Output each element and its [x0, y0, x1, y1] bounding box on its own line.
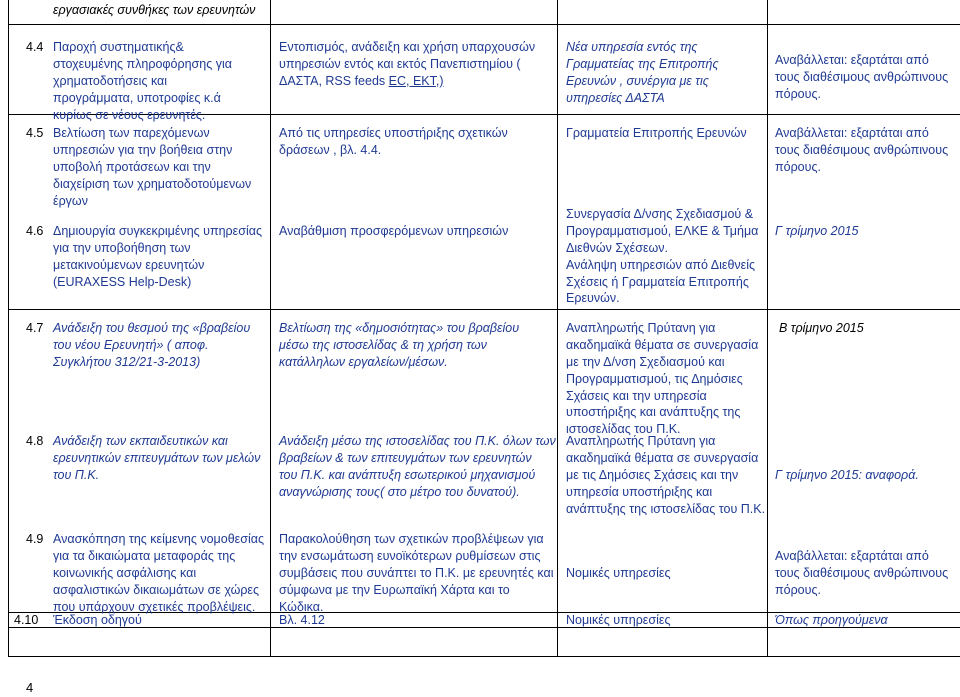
responsible-cell: Νομικές υπηρεσίες	[566, 566, 671, 580]
row-number: 4.5	[26, 126, 44, 140]
column-divider	[557, 0, 558, 657]
column-divider	[270, 0, 271, 657]
objective-cell: Ανάδειξη του θεσμού της «βραβείου του νέου Ερευνητή» ( αποφ. Συγκλήτου 312/21-3-2013)	[53, 321, 251, 369]
action-cell: Βελτίωση της «δημοσιότητας» του βραβείου μέσω της ιστοσελίδας & τη χρήση των κατάλληλων εργαλείων/μέσων.	[279, 321, 520, 369]
responsible-cell: Αναπληρωτής Πρύτανη για ακαδημαϊκά θέματα σε συνεργασία με την Δ/νση Σχεδιασμού και Προγραμματισμού, τις Δημόσιες Σχάσεις και την υπηρεσία υποστήριξης και ανάπτυξης της ιστοσελίδας του Π.Κ.	[566, 321, 759, 437]
row-number: 4.8	[26, 434, 44, 448]
objective-cell: Βελτίωση των παρεχόμενων υπηρεσιών για την βοήθεια στην υποβολή προτάσεων και την διαχείριση των χρηματοδοτούμενων έργων	[53, 126, 252, 208]
row-number: 4.7	[26, 321, 44, 335]
timeline-cell: Γ τρίμηνο 2015: αναφορά.	[775, 468, 919, 482]
continued-text: εργασιακές συνθήκες των ερευνητών	[53, 3, 256, 17]
page-number: 4	[26, 680, 34, 695]
action-cell: Ανάδειξη μέσω της ιστοσελίδας του Π.Κ. όλων των βραβείων & των επιτευγμάτων των ερευνητών του Π.Κ. και ανάπτυξη εσωτερικού μηχανισμού αναγνώρισης τους( στο μέτρο του δυνατού).	[279, 434, 556, 499]
action-cell: Από τις υπηρεσίες υποστήριξης σχετικών δράσεων , βλ. 4.4.	[279, 126, 508, 157]
row-number: 4.6	[26, 224, 44, 238]
action-cell: Παρακολούθηση των σχετικών προβλέψεων για την ενσωμάτωση ευνοϊκότερων ρυθμίσεων στις συμβάσεις που συνάπτει το Π.Κ. με ερευνητές και σύμφωνα με την Ευρωπαϊκή Χάρτα και το Κώδικα.	[279, 532, 554, 614]
timeline-cell: Όπως προηγούμενα	[775, 613, 888, 627]
timeline-cell: Αναβάλλεται: εξαρτάται από τους διαθέσιμους ανθρώπινους πόρους.	[775, 126, 949, 174]
row-number: 4.10	[14, 613, 39, 627]
column-divider	[767, 0, 768, 657]
action-cell: Αναβάθμιση προσφερόμενων υπηρεσιών	[279, 224, 509, 238]
timeline-cell: Β τρίμηνο 2015	[779, 321, 864, 335]
objective-cell: Ανάδειξη των εκπαιδευτικών και ερευνητικών επιτευγμάτων των μελών του Π.Κ.	[53, 434, 261, 482]
row-divider	[8, 24, 960, 25]
action-cell: Εντοπισμός, ανάδειξη και χρήση υπαρχουσών υπηρεσιών εντός και εκτός Πανεπιστημίου ( ΔΑΣΤΑ, RSS feeds EC, EKT,)	[279, 40, 536, 88]
objective-cell: Δημιουργία συγκεκριμένης υπηρεσίας για την υποβοήθηση των μετακινούμενων ερευνητών (EURAXESS Help-Desk)	[53, 224, 262, 289]
responsible-cell: Νέα υπηρεσία εντός της Γραμματείας της Επιτροπής Ερευνών , συνέργια με τις υπηρεσίες ΔΑΣΤΑ	[566, 40, 719, 105]
timeline-cell: Αναβάλλεται: εξαρτάται από τους διαθέσιμους ανθρώπινους πόρους.	[775, 549, 949, 597]
row-divider	[8, 309, 960, 310]
timeline-cell: Γ τρίμηνο 2015	[775, 224, 859, 238]
table-border-bottom	[8, 656, 960, 657]
responsible-cell: Νομικές υπηρεσίες	[566, 613, 671, 627]
row-number: 4.9	[26, 532, 44, 546]
row-number: 4.4	[26, 40, 44, 54]
action-link[interactable]: EC, EKT,)	[388, 73, 444, 88]
objective-cell: Παροχή συστηματικής& στοχευμένης πληροφόρησης για χρηματοδοτήσεις και προγράμματα, υποτροφίες κ.ά κυρίως σε νέους ερευνητές.	[53, 40, 232, 122]
table-border-left	[8, 0, 9, 657]
responsible-cell: Αναπληρωτής Πρύτανη για ακαδημαϊκά θέματα σε συνεργασία με τις Δημόσιες Σχάσεις και την υπηρεσία υποστήριξης και ανάπτυξης της ιστοσελίδας του Π.Κ.	[566, 434, 766, 516]
objective-cell: Έκδοση οδηγού	[53, 613, 142, 627]
objective-cell: Ανασκόπηση της κείμενης νομοθεσίας για τα δικαιώματα μεταφοράς της κοινωνικής ασφάλισης και ασφαλιστικών δικαιωμάτων σε χώρες που υπάρχουν σχετικές προβλέψεις.	[53, 532, 264, 614]
responsible-cell: Συνεργασία Δ/νσης Σχεδιασμού & Προγραμματισμού, ΕΛΚΕ & Τμήμα Διεθνών Σχέσεων. Ανάληψη υπηρεσιών από Διεθνείς Σχέσεις ή Γραμματεία Επιτροπής Ερευνών.	[566, 207, 759, 306]
timeline-cell: Αναβάλλεται: εξαρτάται από τους διαθέσιμους ανθρώπινους πόρους.	[775, 53, 949, 101]
responsible-cell: Γραμματεία Επιτροπής Ερευνών	[566, 126, 747, 140]
action-cell: Βλ. 4.12	[279, 613, 325, 627]
